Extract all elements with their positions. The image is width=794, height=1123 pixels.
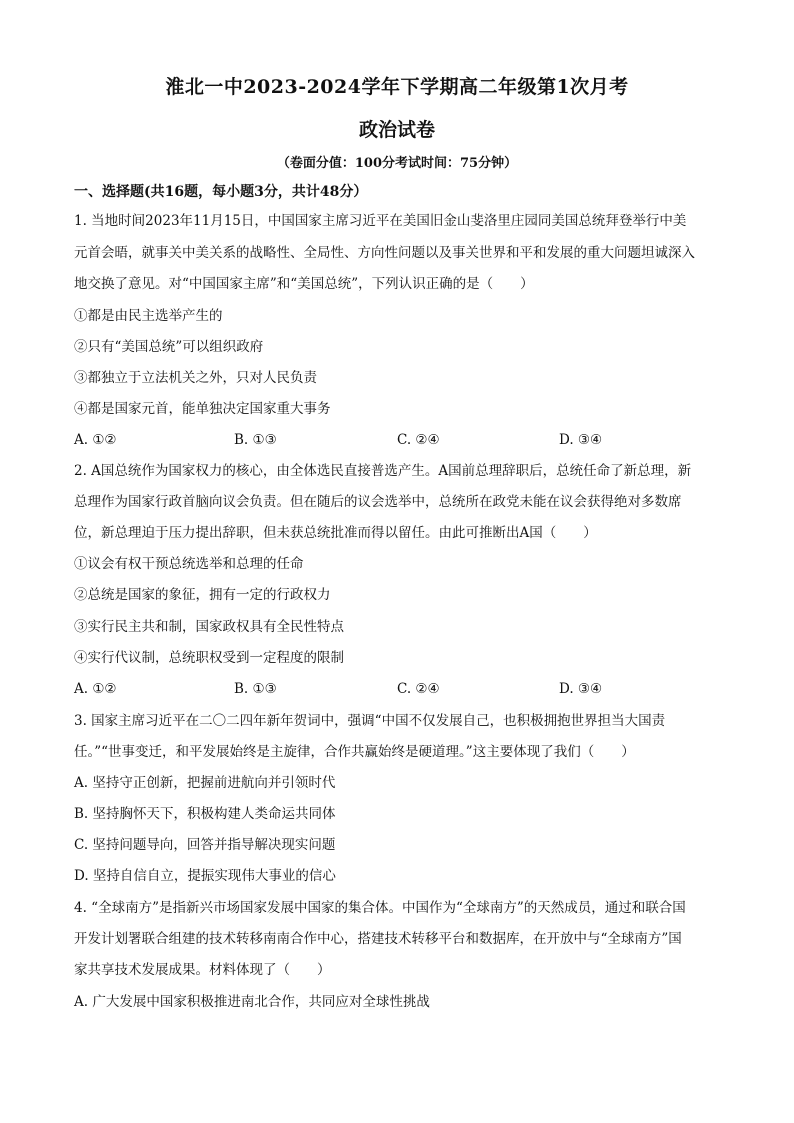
question-4-option-a: A. 广大发展中国家积极推进南北合作，共同应对全球性挑战 <box>74 994 430 1010</box>
question-4-line-2: 开发计划署联合组建的技术转移南南合作中心，搭建技术转移平台和数据库，在开放中与“全球南方”国 <box>74 931 682 947</box>
question-1-item-2: ②只有“美国总统”可以组织政府 <box>74 339 264 355</box>
question-3-option-c: C. 坚持问题导向，回答并指导解决现实问题 <box>74 837 336 853</box>
question-1-item-1: ①都是由民主选举产生的 <box>74 308 223 324</box>
choice-d: D. ③④ <box>559 681 603 697</box>
question-3-line-1: 3. 国家主席习近平在二〇二四年新年贺词中，强调“中国不仅发展自己，也积极拥抱世界担当大国责 <box>74 713 666 729</box>
question-2-item-4: ④实行代议制，总统职权受到一定程度的限制 <box>74 650 344 666</box>
question-3-line-2: 任。”“世事变迁，和平发展始终是主旋律，合作共赢始终是硬道理。”这主要体现了我们（ ） <box>74 744 635 760</box>
choice-b: B. ①③ <box>234 432 277 448</box>
choice-b: B. ①③ <box>234 681 277 697</box>
question-4-line-1: 4. “全球南方”是指新兴市场国家发展中国家的集合体。中国作为“全球南方”的天然成员，通过和联合国 <box>74 900 686 916</box>
question-2-item-2: ②总统是国家的象征，拥有一定的行政权力 <box>74 587 331 603</box>
question-2-item-1: ①议会有权干预总统选举和总理的任命 <box>74 556 304 572</box>
question-1-line-2: 元首会晤，就事关中美关系的战略性、全局性、方向性问题以及事关世界和平和发展的重大问题坦诚深入 <box>74 245 695 261</box>
question-3-option-d: D. 坚持自信自立，提振实现伟大事业的信心 <box>74 868 336 884</box>
choice-d: D. ③④ <box>559 432 603 448</box>
question-1-item-4: ④都是国家元首，能单独决定国家重大事务 <box>74 401 331 417</box>
question-2-line-1: 2. A国总统作为国家权力的核心，由全体选民直接普选产生。A国前总理辞职后，总统任命了新总理，新 <box>74 463 692 479</box>
choice-c: C. ②④ <box>397 432 440 448</box>
exam-subject: 政治试卷 <box>358 119 435 141</box>
exam-title: 淮北一中2023-2024学年下学期高二年级第1次月考 <box>165 76 629 98</box>
question-2-line-3: 位，新总理迫于压力提出辞职，但未获总统批准而得以留任。由此可推断出A国（ ） <box>74 525 597 541</box>
question-1-line-1: 1. 当地时间2023年11月15日，中国国家主席习近平在美国旧金山斐洛里庄园同美国总统拜登举行中美 <box>74 213 687 229</box>
section-heading: 一、选择题(共16题，每小题3分，共计48分） <box>74 184 368 200</box>
question-2-line-2: 总理作为国家行政首脑向议会负责。但在随后的议会选举中，总统所在政党未能在议会获得绝对多数席 <box>74 494 682 510</box>
question-3-option-b: B. 坚持胸怀天下，积极构建人类命运共同体 <box>74 806 336 822</box>
question-1-choices <box>74 430 724 450</box>
question-3-option-a: A. 坚持守正创新，把握前进航向并引领时代 <box>74 775 336 791</box>
choice-a: A. ①② <box>74 681 117 697</box>
question-2-item-3: ③实行民主共和制，国家政权具有全民性特点 <box>74 619 344 635</box>
question-1-item-3: ③都独立于立法机关之外，只对人民负责 <box>74 370 317 386</box>
choice-a: A. ①② <box>74 432 117 448</box>
choice-c: C. ②④ <box>397 681 440 697</box>
question-4-line-3: 家共享技术发展成果。材料体现了（ ） <box>74 962 331 978</box>
question-2-choices <box>74 679 724 699</box>
exam-meta: （卷面分值：100分考试时间：75分钟） <box>276 156 518 171</box>
question-1-line-3: 地交换了意见。对“中国国家主席”和“美国总统”，下列认识正确的是（ ） <box>74 276 534 292</box>
